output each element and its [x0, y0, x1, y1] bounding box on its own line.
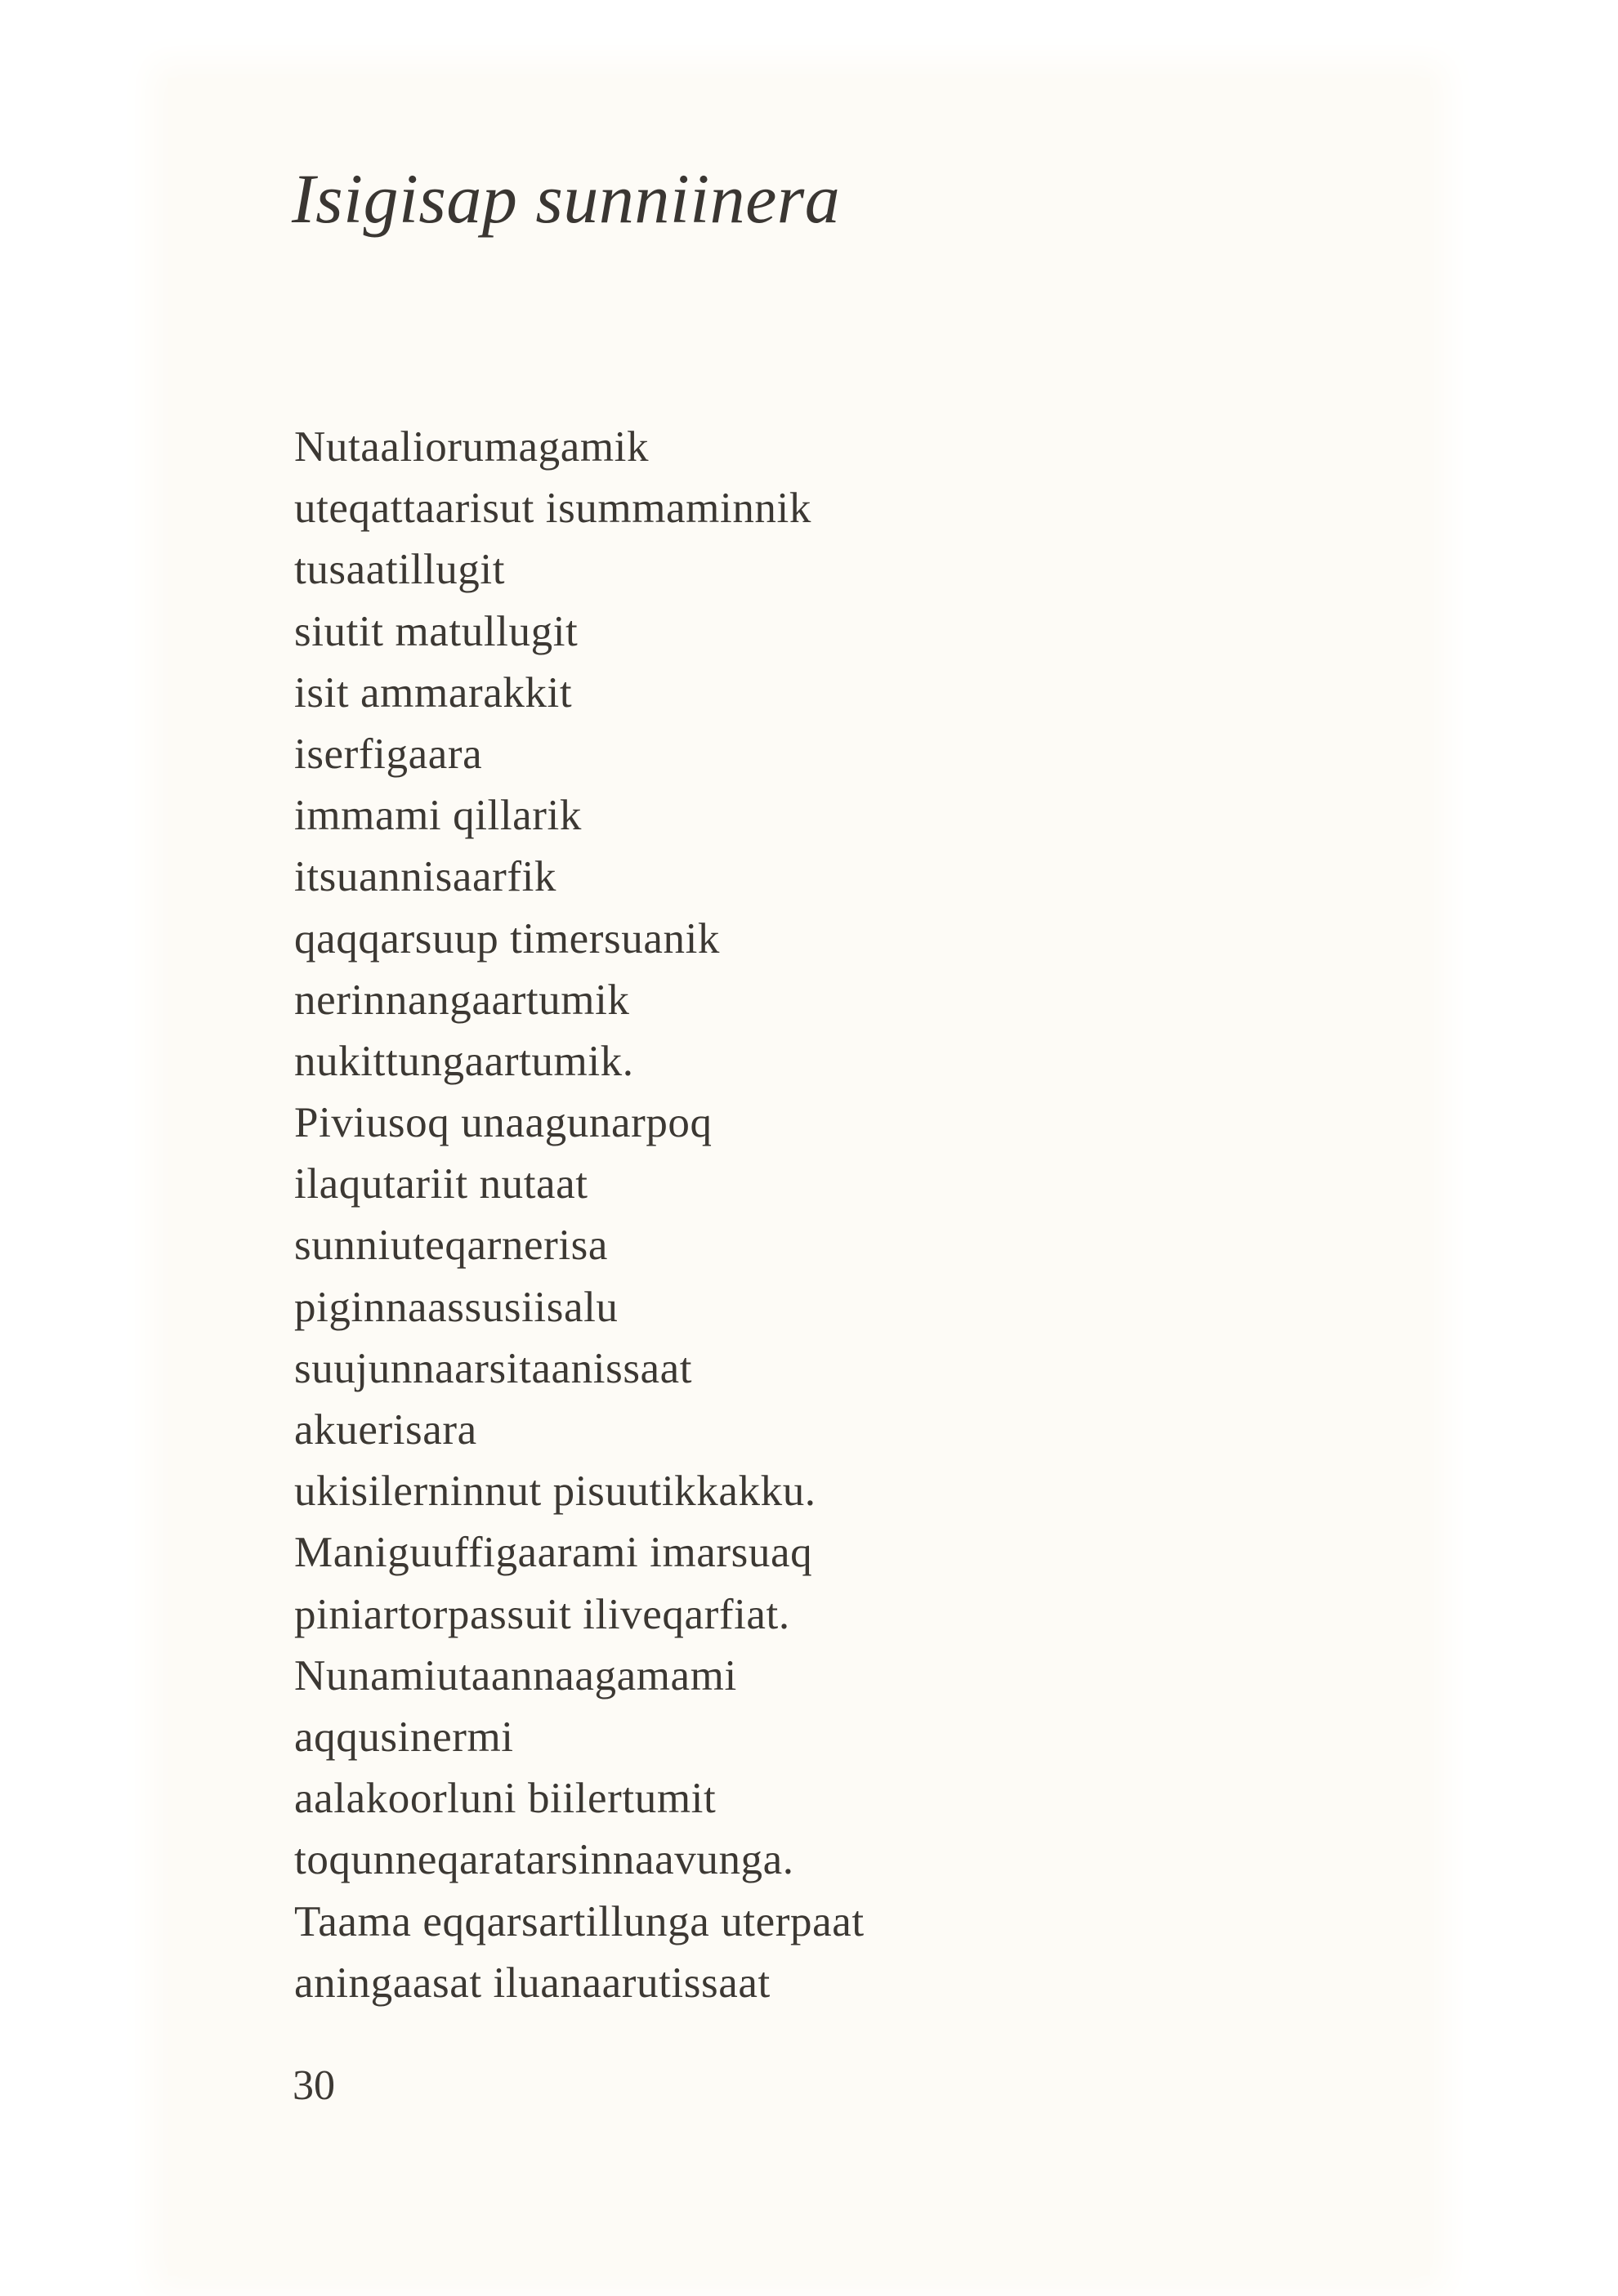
poem-line: Maniguuffigaarami imarsuaq	[294, 1529, 813, 1577]
poem-line: uteqattaarisut isummaminnik	[294, 485, 811, 533]
poem-line: aalakoorluni biilertumit	[294, 1775, 717, 1823]
poem-line: Nunamiutaannaagamami	[294, 1651, 737, 1700]
poem-line: toqunneqaratarsinnaavunga.	[294, 1836, 794, 1884]
poem-line: ilaqutariit nutaat	[294, 1160, 588, 1208]
poem-line: itsuannisaarfik	[294, 853, 557, 901]
poem-title: Isigisap sunniinera	[292, 159, 841, 238]
page-number: 30	[293, 2062, 335, 2109]
poem-line: akuerisara	[294, 1406, 477, 1454]
poem-line: sunniuteqarnerisa	[294, 1222, 609, 1270]
poem-line: tusaatillugit	[294, 546, 506, 594]
poem-line: Taama eqqarsartillunga uterpaat	[294, 1897, 865, 1945]
poem-line: suujunnaarsitaanissaat	[294, 1344, 693, 1392]
poem-line: nukittungaartumik.	[294, 1037, 634, 1085]
poem-line: aqqusinermi	[294, 1713, 514, 1761]
poem-line: Piviusoq unaagunarpoq	[294, 1099, 713, 1147]
poem-line: siutit matullugit	[294, 607, 579, 655]
poem-line: isit ammarakkit	[294, 668, 573, 717]
poem-line: iserfigaara	[294, 730, 483, 778]
poem-body	[294, 417, 865, 2014]
poem-line: aningaasat iluanaarutissaat	[294, 1959, 771, 2007]
poem-line: piginnaassusiisalu	[294, 1283, 619, 1331]
poem-line: immami qillarik	[294, 792, 582, 840]
poem-line: ukisilerninnut pisuutikkakku.	[294, 1467, 816, 1516]
poem-line: nerinnangaartumik	[294, 976, 630, 1024]
poem-line: piniartorpassuit iliveqarfiat.	[294, 1590, 790, 1638]
poem-line: Nutaaliorumagamik	[294, 423, 650, 471]
poem-line: qaqqarsuup timersuanik	[294, 914, 720, 963]
